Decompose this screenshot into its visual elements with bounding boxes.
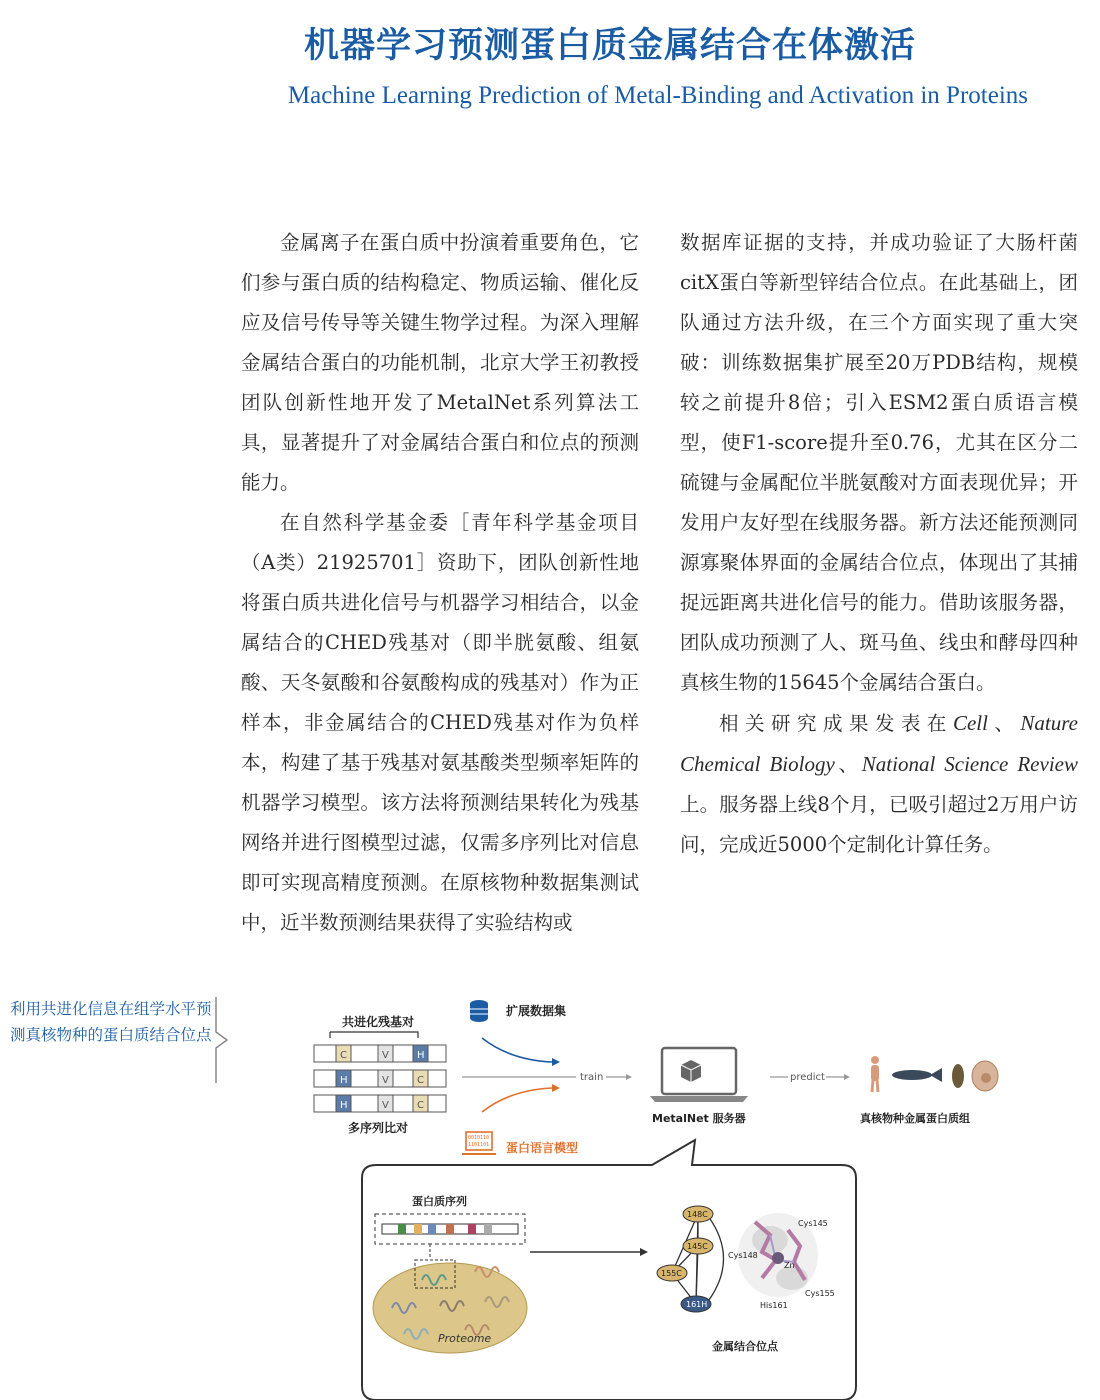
train-arrowhead bbox=[626, 1074, 632, 1080]
node-145C: 145C bbox=[687, 1242, 708, 1251]
figure bbox=[300, 990, 1090, 1400]
para4-text-b: 上。服务器上线8个月，已吸引超过2万用户访问，完成近5000个定制化计算任务。 bbox=[680, 793, 1078, 856]
database-icon bbox=[470, 1000, 488, 1022]
msa-cell: V bbox=[382, 1075, 389, 1086]
residue-cys148: Cys148 bbox=[728, 1251, 758, 1260]
dataset-arrowhead bbox=[552, 1058, 560, 1066]
worm-icon bbox=[952, 1064, 964, 1088]
sequence-bar bbox=[382, 1224, 518, 1234]
human-icon bbox=[871, 1056, 879, 1092]
paragraph-1: 金属离子在蛋白质中扮演着重要角色，它们参与蛋白质的结构稳定、物质运输、催化反应及信号传导等关键生物学过程。为深入理解金属结合蛋白的功能机制，北京大学王初教授团队创新性地开发了MetalNet系列算法工具，显著提升了对金属结合蛋白和位点的预测能力。 bbox=[241, 231, 639, 494]
paragraph-4 bbox=[680, 703, 1078, 865]
svg-text:1101101: 1101101 bbox=[468, 1142, 490, 1148]
laptop-code-icon bbox=[462, 1132, 496, 1154]
predict-label: predict bbox=[790, 1072, 825, 1083]
coevo-label: 共进化残基对 bbox=[342, 1015, 415, 1029]
train-label: train bbox=[580, 1072, 604, 1083]
journal-nsr: National Science Review bbox=[861, 752, 1078, 776]
msa-row-3 bbox=[314, 1095, 446, 1112]
plm-arrow bbox=[482, 1088, 552, 1112]
node-155C: 155C bbox=[661, 1269, 682, 1278]
figure-caption: 利用共进化信息在组学水平预测真核物种的蛋白质结合位点 bbox=[10, 1000, 212, 1044]
caption-bracket bbox=[215, 997, 229, 1083]
residue-zn: Zn bbox=[784, 1261, 795, 1270]
yeast-icon bbox=[972, 1061, 998, 1091]
server-label: MetalNet 服务器 bbox=[652, 1112, 746, 1125]
residue-cys145: Cys145 bbox=[798, 1219, 828, 1228]
plm-arrowhead bbox=[552, 1084, 560, 1092]
proteome-italic-label: Proteome bbox=[438, 1332, 492, 1345]
predict-arrowhead bbox=[844, 1074, 850, 1080]
msa-cell: H bbox=[417, 1050, 425, 1061]
page-title-cn: 机器学习预测蛋白质金属结合在体激活 bbox=[303, 26, 916, 66]
proteome-label: 真核物种金属蛋白质组 bbox=[860, 1112, 970, 1125]
msa-cell: C bbox=[340, 1050, 347, 1061]
msa-cell: H bbox=[340, 1100, 348, 1111]
msa-cell: V bbox=[382, 1050, 389, 1061]
msa-row-2 bbox=[314, 1070, 446, 1087]
server-laptop-icon bbox=[650, 1048, 748, 1102]
paragraph-2: 在自然科学基金委［青年科学基金项目（A类）21925701］资助下，团队创新性地将蛋白质共进化信号与机器学习相结合，以金属结合的CHED残基对（即半胱氨酸、组氨酸、天冬氨酸和谷氨酸构成的残基对）作为正样本，非金属结合的CHED残基对作为负样本，构建了基于残基对氨基酸类型频率矩阵的机器学习模型。该方法将预测结果转化为残基网络并进行图模型过滤，仅需多序列比对信息即可实现高精度预测。在原核物种数据集测试中，近半数预测结果获得了实验结构或 bbox=[241, 511, 639, 934]
msa-cell: V bbox=[382, 1100, 389, 1111]
node-161H: 161H bbox=[686, 1300, 708, 1309]
msa-row-1 bbox=[314, 1045, 446, 1062]
journal-cell: Cell bbox=[952, 711, 988, 735]
journal-ncb: Nature Chemical Biology bbox=[680, 711, 1078, 776]
sequence-label: 蛋白质序列 bbox=[412, 1195, 467, 1208]
msa-label: 多序列比对 bbox=[348, 1121, 409, 1135]
residue-cys155: Cys155 bbox=[805, 1289, 835, 1298]
para4-text-a: 相关研究成果发表在 bbox=[719, 712, 953, 735]
msa-cell: C bbox=[417, 1100, 424, 1111]
coevo-bracket bbox=[330, 1032, 418, 1038]
dataset-arrow bbox=[482, 1038, 552, 1062]
right-column bbox=[680, 223, 1078, 865]
node-148C: 148C bbox=[687, 1210, 708, 1219]
dataset-label: 扩展数据集 bbox=[506, 1004, 567, 1018]
svg-text:0010110: 0010110 bbox=[468, 1135, 490, 1141]
zebrafish-icon bbox=[892, 1068, 942, 1082]
left-column bbox=[241, 223, 639, 943]
para4-sep1: 、 bbox=[987, 712, 1021, 735]
plm-label: 蛋白语言模型 bbox=[506, 1141, 579, 1155]
msa-cell: H bbox=[340, 1075, 348, 1086]
para4-sep2: 、 bbox=[834, 753, 862, 776]
msa-cell: C bbox=[417, 1075, 424, 1086]
page-title-en: Machine Learning Prediction of Metal-Binding and Activation in Proteins bbox=[287, 82, 1028, 109]
msa-block bbox=[314, 1045, 446, 1112]
paragraph-3: 数据库证据的支持，并成功验证了大肠杆菌citX蛋白等新型锌结合位点。在此基础上，团队通过方法升级，在三个方面实现了重大突破：训练数据集扩展至20万PDB结构，规模较之前提升8倍；引入ESM2蛋白质语言模型，使F1-score提升至0.76，尤其在区分二硫键与金属配位半胱氨酸对方面表现优异；开发用户友好型在线服务器。新方法还能预测同源寡聚体界面的金属结合位点，体现出了其捕捉远距离共进化信号的能力。借助该服务器，团队成功预测了人、斑马鱼、线虫和酵母四种真核生物的15645个金属结合蛋白。 bbox=[680, 231, 1078, 694]
sites-label: 金属结合位点 bbox=[712, 1340, 778, 1353]
residue-his161: His161 bbox=[760, 1301, 788, 1310]
